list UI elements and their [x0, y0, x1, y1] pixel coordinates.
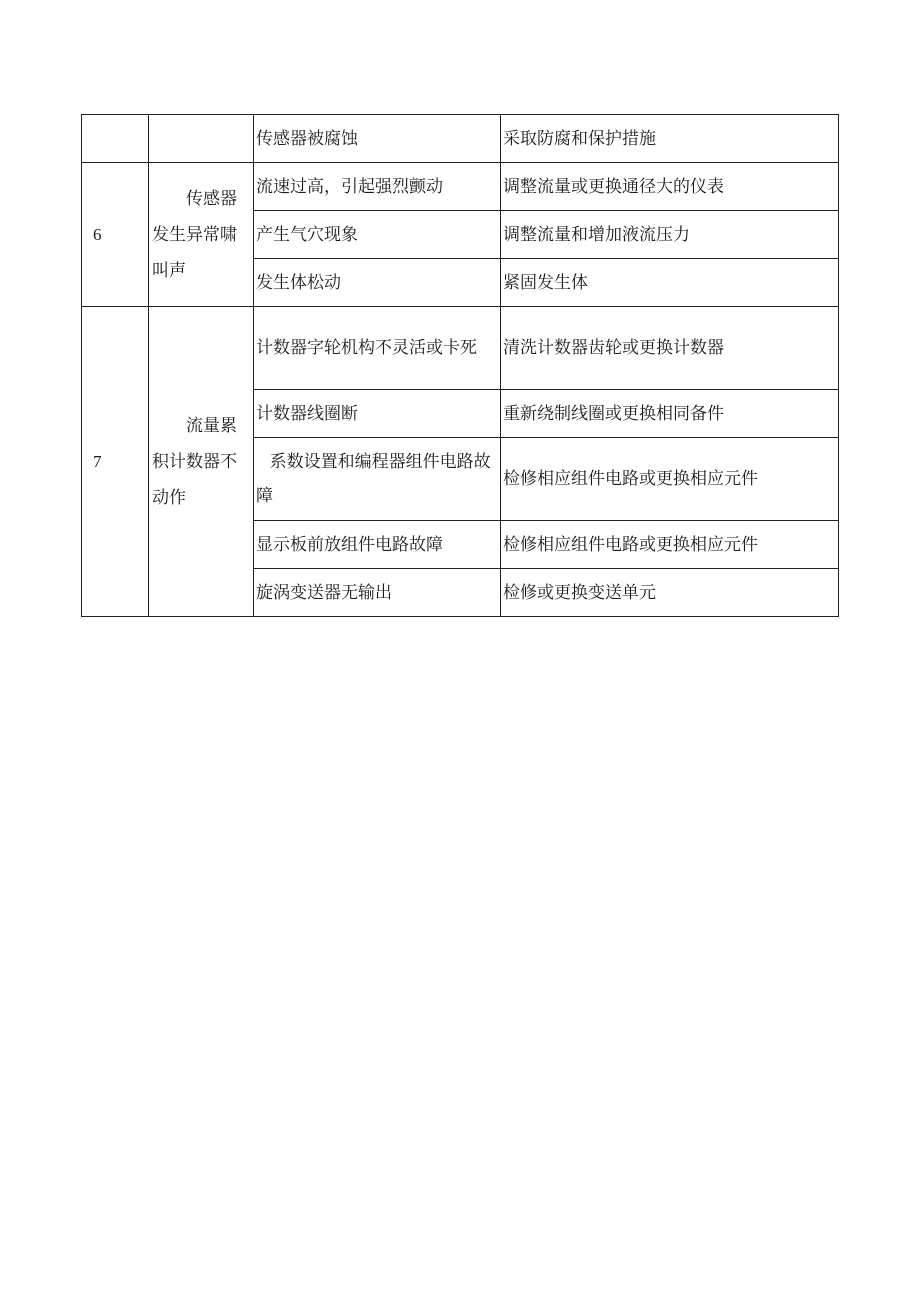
table-row — [82, 163, 839, 211]
fix-cell: 采取防腐和保护措施 — [501, 115, 839, 163]
symptom-cell — [149, 163, 254, 307]
fix-cell: 紧固发生体 — [501, 259, 839, 307]
cause-cell: 传感器被腐蚀 — [254, 115, 501, 163]
symptom-cell — [149, 307, 254, 617]
cause-cell: 计数器线圈断 — [254, 390, 501, 438]
cause-cell: 流速过高，引起强烈颤动 — [254, 163, 501, 211]
fault-number-cell: 6 — [82, 163, 149, 307]
fault-number-cell — [82, 115, 149, 163]
cause-cell: 旋涡变送器无输出 — [254, 569, 501, 617]
fault-number-cell: 7 — [82, 307, 149, 617]
fault-table-container — [81, 114, 838, 617]
fix-cell: 调整流量或更换通径大的仪表 — [501, 163, 839, 211]
fix-cell: 检修相应组件电路或更换相应元件 — [501, 438, 839, 521]
table-row — [82, 115, 839, 163]
symptom-text: 流量累积计数器不动作 — [152, 415, 237, 508]
symptom-cell — [149, 115, 254, 163]
table-row — [82, 307, 839, 390]
fault-table — [81, 114, 839, 617]
fix-cell: 重新绕制线圈或更换相同备件 — [501, 390, 839, 438]
fix-cell: 检修或更换变送单元 — [501, 569, 839, 617]
cause-cell: 发生体松动 — [254, 259, 501, 307]
cause-cell: 系数设置和编程器组件电路故障 — [254, 438, 501, 521]
fix-cell: 调整流量和增加液流压力 — [501, 211, 839, 259]
cause-cell: 产生气穴现象 — [254, 211, 501, 259]
symptom-text: 传感器发生异常啸叫声 — [152, 188, 237, 281]
cause-cell: 显示板前放组件电路故障 — [254, 521, 501, 569]
fix-cell: 清洗计数器齿轮或更换计数器 — [501, 307, 839, 390]
cause-cell: 计数器字轮机构不灵活或卡死 — [254, 307, 501, 390]
fix-cell: 检修相应组件电路或更换相应元件 — [501, 521, 839, 569]
